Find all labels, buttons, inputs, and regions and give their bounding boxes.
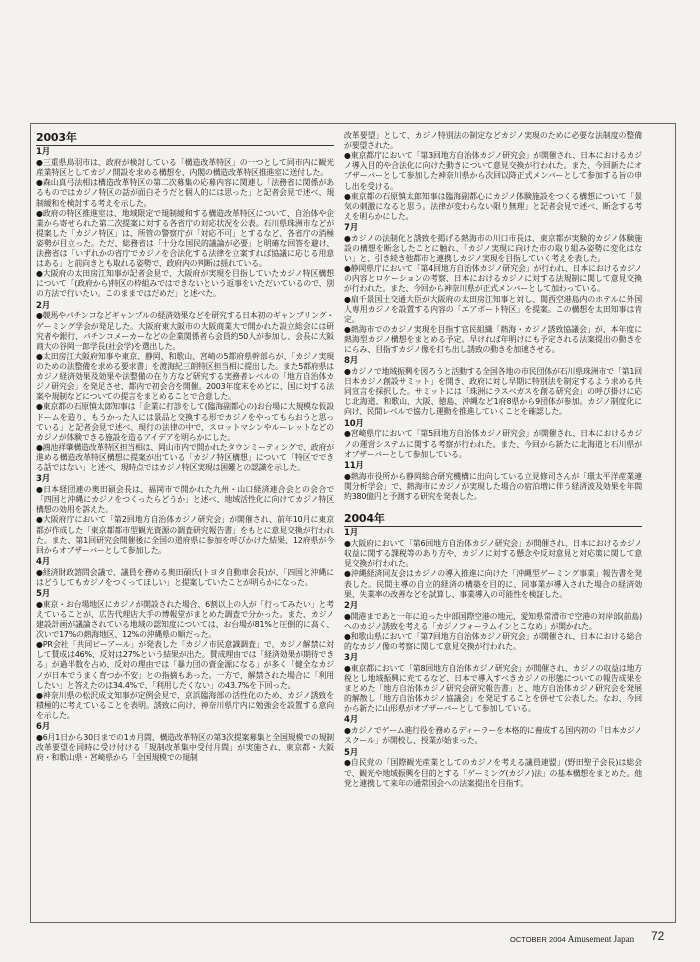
news-entry: ●神奈川県の松沢成文知事が定例会見で、京浜臨海部の活性化のため、カジノ誘致を積極的に考えていることを表明。誘致に向け、神奈川県庁内に勉強会を設置する意向を示した。 bbox=[36, 690, 334, 721]
news-entry: ●東京都庁において「第3回地方自治体カジノ研究会」が開催され、日本におけるカジノ導入目的や合法化に向けた動きについて意見交換が行われた。また、今回新たにオブザーバーとして参加した神奈川県から次回以降正式メンバーとして参加する旨の申し出を受ける。 bbox=[344, 151, 642, 191]
news-entry: ●和歌山県において「第7回地方自治体カジノ研究会」が開催され、日本における総合的なカジノ像の考察に関して意見交換が行われた。 bbox=[344, 631, 642, 651]
month-heading: 3月 bbox=[36, 474, 51, 485]
news-entry: ●自民党の「国際観光産業としてのカジノを考える議員連盟」(野田聖子会長)は総会で、観光や地域振興を目的とする「ゲーミング(カジノ)法」の基本構想をまとめた。他党と連携して来年の通常国会への法案提出を目指す。 bbox=[344, 758, 642, 788]
year-rule bbox=[36, 145, 334, 146]
month-heading: 5月 bbox=[36, 588, 51, 599]
news-entry: ●大阪府の太田房江知事が記者会見で、大阪府が実現を目指していたカジノ特区構想について「(政府から)特区の枠組みではできないという返事をいただいているので、別の方法で行いたい。このままではだめだ」と述べた。 bbox=[36, 269, 334, 299]
left-column bbox=[36, 131, 334, 915]
news-entry: ●政府の特区推進室は、地域限定で規制緩和する構造改革特区について、自治体や企業から寄せられた第二次提案に対する各省庁の対応状況を公表。石川県珠洲市などが提案した「カジノ特区」は、所管の警察庁が「対応不可」とするなど、各省庁の消極姿勢が目立った。ただ、総務省は「十分な国民的議論が必要」と明確な回答を避け、法務省は「いずれかの省庁でカジノを合法化する法律を立案すれば協議に応じる用意はある」と前向きとも取れる姿勢で、政府内の判断は揺れている。 bbox=[36, 208, 334, 269]
news-entry: ●大阪府において「第6回地方自治体カジノ研究会」が開催され、日本におけるカジノ収益に関する課税等のあり方や、カジノに対する懸念や反対意見と対応策に関して意見交換が行われた。 bbox=[344, 539, 642, 569]
month-heading: 1月 bbox=[344, 528, 359, 539]
month-heading: 6月 bbox=[36, 722, 51, 733]
month-heading: 11月 bbox=[344, 460, 364, 471]
news-entry: ●三重県鳥羽市は、政府が検討している「構造改革特区」の一つとして同市内に観光産業特区としてカジノ開設を求める構想を、内閣の構造改革特区推進室に送付した。 bbox=[36, 158, 334, 178]
month-heading: 5月 bbox=[344, 747, 359, 758]
news-entry: ●カジノの法制化と誘致を掲げる熱海市の川口市長は、東京都が実験的カジノ体験施設の構想を断念したことに触れ、「カジノ実現に向けた市の取り組み姿勢に変化はない」と、引き続き他都市と連携しカジノ実現を目指していく考えを表した。 bbox=[344, 233, 642, 264]
news-entry: ●熱海市役所から静岡総合研究機構に出向している立見修司さんが「環太平洋産業連関分析学会」で、熱海市にカジノが実現した場合の宿泊増に伴う経済波及効果を年間約380億円と予測する研究を発表した。 bbox=[344, 471, 642, 501]
news-entry: ●沖縄経済同友会はカジノの導入推進に向けた「沖縄型ゲーミング事業」報告書を発表した。民間主導の自立的経済の構築を目的に、同事業が導入された場合の経済効果、失業率の改善などを試算し、事業導入の可能性を検証した。 bbox=[344, 569, 642, 599]
news-entry: ●カジノで地域振興を図ろうと活動する全国各地の市民団体が石川県珠洲市で「第1回日本カジノ創設サミット」を開き、政府に対し早期に特別法を制定するよう求める共同宣言を採択した。サミットには「珠洲にラスベガスを創る研究会」の呼び掛けに応じ北海道、和歌山、大阪、徳島、沖縄など1府8県から9団体が参加。カジノ制度化に向け、民間レベルで協力し運動を推進していくことを確認した。 bbox=[344, 367, 642, 417]
news-entry: ●東京都の石原慎太郎知事は臨海副都心にカジノ体験施設をつくる構想について「景気の刺激になると思う。法律が変わらない限り無理」と記者会見で述べ、断念する考えを明らかにした。 bbox=[344, 191, 642, 221]
month-heading: 4月 bbox=[36, 556, 51, 567]
news-entry: ●太田房江大阪府知事や東京、静岡、和歌山、宮崎の5都府県幹部らが、「カジノ実現のための法整備を求める要求書」を渡海紀三朗特区担当相に提出した。また5都府県はカジノ経済効果及効果や法整備の在り方など研究する実務者レベルの「地方自治体カジノ研究会」を発足させ、都内で初会合を開催。2003年度末をめどに、国に対する法案や規制などについての提言をまとめることで合意した。 bbox=[36, 351, 334, 402]
news-entry: ●鴻池祥肇構造改革特区担当相は、岡山市内で開かれたタウンミーティングで、政府が進める構造改革特区構想に提案が出ている「カジノ特区構想」について「特区でできる話ではない」と述べ、現時点ではカジノ特区実現は困難との認識を示した。 bbox=[36, 442, 334, 473]
issue-date: OCTOBER 2004 bbox=[510, 935, 566, 944]
news-entry: ●宮崎県庁において「第5回地方自治体カジノ研究会」が開催され、日本におけるカジノの運営システムに関する考察が行われた。また、今回から新たに北海道と石川県がオブザーバーとして参加している。 bbox=[344, 429, 642, 459]
news-entry: ●開港まであと一年に迫った中部国際空港の地元、愛知県常滑市で空港の対岸部(前島)へのカジノ誘致を考える「カジノフォーラムインとこなめ」が開かれた。 bbox=[344, 611, 642, 631]
news-entry: ●6月1日から30日までの1カ月間、構造改革特区の第3次提案募集と全国規模での規制改革要望を同時に受け付ける「規制改革集中受付月間」が実施され、東京都・大阪府・和歌山県・宮崎県から「全国規模での規制 bbox=[36, 733, 334, 763]
news-entry: ●東京都において「第8回地方自治体カジノ研究会」が開催され、カジノの収益は地方税とし地域振興に充てるなど、日本で導入すべきカジノの形態についての報告成果をまとめた「地方自治体カジノ研究会研究報告書」と、地方自治体カジノ研究会を発展的解散し「地方自治体カジノ協議会」を発足することを併せて公表した。なお、今回から新たに山形県がオブザーバーとして参加している。 bbox=[344, 663, 642, 714]
right-column bbox=[344, 131, 642, 915]
news-entry: ●東京・お台場地区にカジノが開設された場合、6割以上の人が「行ってみたい」と考えていることが、広告代理店大手の博報堂がまとめた調査で分かった。また、カジノ建設計画が議論されている地域の認知度については、お台場が81%と圧倒的に高く、次いで17%の熱海地区、12%の沖縄県の順だった。 bbox=[36, 599, 334, 640]
month-heading: 10月 bbox=[344, 418, 364, 429]
magazine-name: Amusement Japan bbox=[567, 934, 635, 944]
month-heading: 8月 bbox=[344, 356, 359, 367]
year-rule bbox=[344, 526, 642, 527]
news-entry: ●PR会社「共同ピーアール」が発表した「カジノ市民意識調査」で、カジノ解禁に対して賛成は46%、反対は27%という結果が出た。賛成理由では「経済効果が期待できる」が過半数を占め、反対の理由では「暴力団の資金源になる」が多く「健全なカジノが日本でうまく育つか不安」との指摘もあった。一方で、解禁された場合に「利用したい」と答えたのは34.4%で、「利用したくない」の43.7%を下回った。 bbox=[36, 640, 334, 690]
month-heading: 2月 bbox=[344, 600, 359, 611]
footer bbox=[510, 934, 634, 944]
news-entry: ●日本経団連の奥田碩会長は、福岡市で開かれた九州・山口経済連合会との会合で「四国と沖縄にカジノをつくったらどうか」と述べ、地域活性化に向けてカジノ特区構想の効用を訴えた。 bbox=[36, 485, 334, 515]
month-heading: 4月 bbox=[344, 715, 359, 726]
news-entry: ●熱海市でのカジノ実現を目指す官民組織「熱海・カジノ誘致協議会」が、本年度に熱海型カジノ構想をまとめる予定。早ければ年明けにも予定される法案提出の動きをにらみ、目指すカジノ像を打ち出し誘致の動きを加速させる。 bbox=[344, 324, 642, 355]
year-heading: 2003年 bbox=[36, 131, 77, 144]
news-entry: ●競馬やパチンコなどギャンブルの経済効果などを研究する日本初のギャンブリング・ゲーミング学会が発足した。大阪府東大阪市の大阪商業大で開かれた設立総会には研究者や銀行、パチンコメーカーなどの企業関係者ら会員約50人が参加し、会長に大阪商大の谷岡一郎学長(社会学)を選出した。 bbox=[36, 311, 334, 351]
news-entry: ●東京都の石原慎太郎知事は「企業に打診をして(臨海副都心の)お台場に大規模な仮設ドームを造り、もうかった人には景品と交換する形でカジノをやってもらおうと思っている」と記者会見で述べ、現行の法律の中で、スロットマシンやルーレットなどのカジノが体験できる施設を造るアイデアを明らかにした。 bbox=[36, 402, 334, 442]
news-entry: ●静岡県庁において「第4回地方自治体カジノ研究会」が行われ、日本におけるカジノの内容とロケーションの考察、日本におけるカジノに対する法規制に関して意見交換が行われた。また、今回から神奈川県が正式メンバーとして加わっている。 bbox=[344, 264, 642, 294]
month-heading: 1月 bbox=[36, 147, 51, 158]
news-entry: ●森山真弓法相は構造改革特区の第二次募集の応募内容に関連し「法務省に関係があるものではカジノ特区の話が面白そうだと個人的には思った」と記者会見で述べ、規制緩和を検討する考えを示した。 bbox=[36, 178, 334, 208]
year-heading: 2004年 bbox=[344, 512, 385, 525]
news-entry: ●カジノでゲーム進行役を務めるディーラーを本格的に養成する国内初の「日本カジノスクール」が開校し、授業が始まった。 bbox=[344, 726, 642, 746]
news-entry: ●大阪府庁において「第2回地方自治体カジノ研究会」が開催され、前年10月に東京都が作成した「東京都都市型観光資源の調査研究報告書」をもとに意見交換が行われた。また、第1回研究会開催後に全国の道府県に参加を呼びかけた結果、12府県が今回からオブザーバーとして参加した。 bbox=[36, 515, 334, 555]
month-heading: 3月 bbox=[344, 653, 359, 664]
news-entry: 改革要望」として、カジノ特別法の制定などカジノ実現のために必要な法制度の整備が要望された。 bbox=[344, 131, 642, 151]
page-number: 72 bbox=[651, 929, 665, 943]
news-entry: ●扇千景国土交通大臣が大阪府の太田房江知事と対し、関西空港島内のホテルに外国人専用カジノを設置する内容の「エアポート特区」を提案。この構想を太田知事は肯定。 bbox=[344, 294, 642, 324]
month-heading: 7月 bbox=[344, 222, 359, 233]
news-entry: ●経済財政諮問会議で、議員を務める奥田碩氏(トヨタ自動車会長)が、「四国と沖縄にはどうしてもカジノをつくってほしい」と提案していたことが明らかになった。 bbox=[36, 567, 334, 587]
month-heading: 2月 bbox=[36, 300, 51, 311]
